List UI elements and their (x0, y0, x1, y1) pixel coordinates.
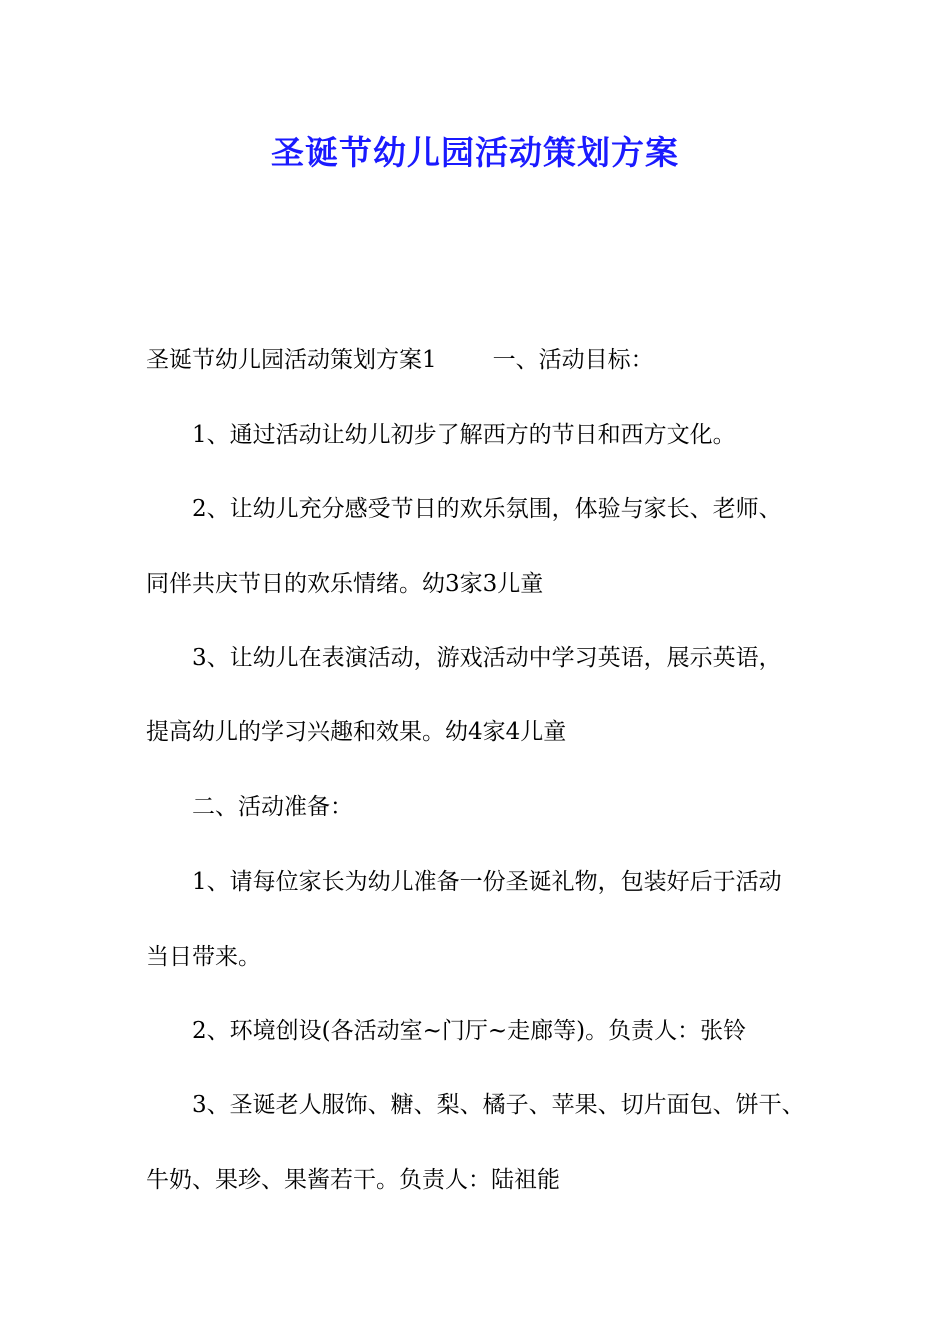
section-heading: 二、活动准备： (192, 794, 353, 820)
paragraph-line: 提高幼儿的学习兴趣和效果。幼4家4儿童 (146, 719, 567, 745)
document-title: 圣诞节幼儿园活动策划方案 (271, 133, 679, 172)
paragraph-line: 1、请每位家长为幼儿准备一份圣诞礼物，包装好后于活动 (192, 869, 782, 895)
goals-heading: 一、活动目标： (492, 347, 654, 373)
paragraph-line: 3、让幼儿在表演活动，游戏活动中学习英语，展示英语， (192, 645, 782, 671)
paragraph-line: 牛奶、果珍、果酱若干。负责人：陆祖能 (146, 1167, 560, 1193)
paragraph-line: 3、圣诞老人服饰、糖、梨、橘子、苹果、切片面包、饼干、 (192, 1092, 805, 1118)
paragraph-line: 1、通过活动让幼儿初步了解西方的节日和西方文化。 (192, 422, 736, 448)
paragraph-line: 同伴共庆节日的欢乐情绪。幼3家3儿童 (146, 571, 544, 597)
paragraph-line: 2、让幼儿充分感受节日的欢乐氛围，体验与家长、老师、 (192, 496, 782, 522)
paragraph-line: 当日带来。 (146, 944, 261, 970)
plan-subtitle: 圣诞节幼儿园活动策划方案1 (146, 347, 437, 373)
paragraph-line: 2、环境创设(各活动室~门厅~走廊等)。负责人：张铃 (192, 1018, 747, 1044)
section-heading-line (146, 342, 654, 378)
